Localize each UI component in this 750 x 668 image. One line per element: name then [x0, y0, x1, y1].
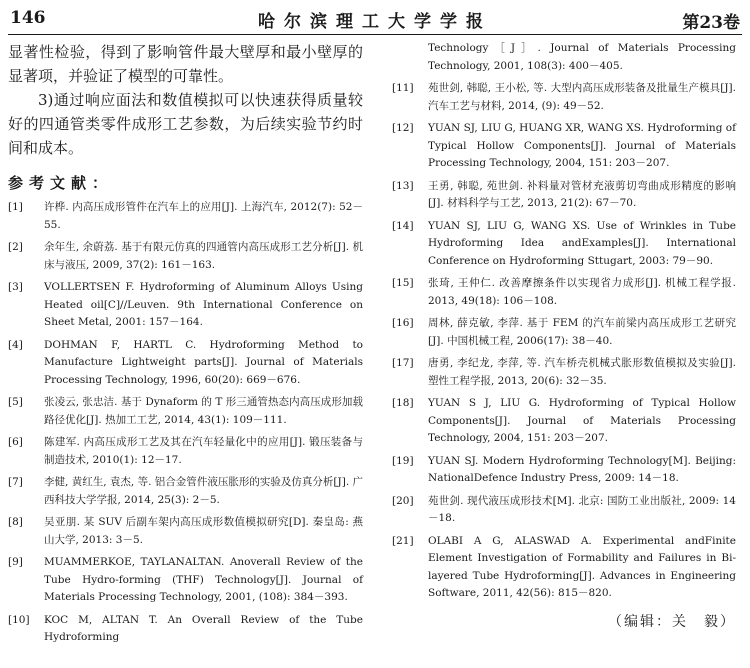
page-number: 146: [10, 8, 46, 28]
reference-item: [8] 吴亚朋. 某 SUV 后副车架内高压成形数值模拟研究[D]. 秦皇岛: 燕山大学, 2013: 3－5.: [8, 516, 363, 546]
reference-item: [4] DOHMAN F, HARTL C. Hydroforming Method to Manufacture Lightweight parts[J]. Journal of Materials Processing Technology, 1996, 60(20): 669－676.: [8, 338, 363, 386]
volume-label: 第23卷: [682, 13, 740, 33]
reference-item: [12] YUAN SJ, LIU G, HUANG XR, WANG XS. Hydroforming of Typical Hollow Components[J]. Journal of Materials Processing Technology, 2004, 151: 203－207.: [392, 122, 736, 169]
journal-title: 哈尔滨理工大学学报: [258, 12, 492, 32]
right-column: [392, 40, 736, 631]
reference-item: [9] MUAMMERKOE, TAYLANALTAN. Anoverall Review of the Tube Hydro-forming (THF) Technology[J]. Journal of Materials Processing Technology, 2001, (108): 384－393.: [8, 556, 363, 603]
reference-item: [10] KOC M, ALTAN T. An Overall Review of the Tube Hydroforming: [8, 613, 363, 643]
conclusion-paragraph-1: 显著性检验，得到了影响管件最大壁厚和最小壁厚的显著项，并验证了模型的可靠性。: [8, 43, 363, 85]
reference-item: [16] 周林, 薛克敏, 李萍. 基于 FEM 的汽车前梁内高压成形工艺研究[J]. 中国机械工程, 2006(17): 38－40.: [392, 317, 736, 347]
reference-item: [17] 唐勇, 李纪龙, 李萍, 等. 汽车桥壳机械式胀形数值模拟及实验[J]. 塑性工程学报, 2013, 20(6): 32－35.: [392, 357, 736, 387]
conclusion-paragraph-2: 3)通过响应面法和数值模拟可以快速获得质量较好的四通管类零件成形工艺参数，为后续实验节约时间和成本。: [8, 91, 363, 157]
page-header: [8, 0, 742, 35]
reference-item: [15] 张琦, 王仲仁. 改善摩擦条件以实现省力成形[J]. 机械工程学报. 2013, 49(18): 106－108.: [392, 277, 736, 307]
left-column: [8, 40, 363, 652]
reference-item: [20] 苑世剑. 现代液压成形技术[M]. 北京: 国防工业出版社, 2009: 14－18.: [392, 494, 736, 524]
reference-continuation: Technology［J］. Journal of Materials Processing Technology, 2001, 108(3): 400－405.: [428, 42, 736, 72]
references-heading: 参考文献：: [8, 174, 114, 192]
reference-item: [7] 李健, 黄红生, 袁杰, 等. 铝合金管件液压胀形的实验及仿真分析[J]. 广西科技大学学报, 2014, 25(3): 2－5.: [8, 476, 363, 506]
reference-item: [5] 张凌云, 张忠洁. 基于 Dynaform 的 T 形三通管热态内高压成形加载路径优化[J]. 热加工工艺, 2014, 43(1): 109－111.: [8, 396, 363, 426]
reference-item: [11] 苑世剑, 韩聪, 王小松, 等. 大型内高压成形装备及批量生产模具[J]. 汽车工艺与材料, 2014, (9): 49－52.: [392, 82, 736, 112]
editor-credit: （编辑：关 毅）: [608, 613, 736, 630]
reference-item: [13] 王勇, 韩聪, 苑世剑. 补料量对管材充液剪切弯曲成形精度的影响[J]. 材料科学与工艺, 2013, 21(2): 67－70.: [392, 179, 736, 209]
reference-item: [21] OLABI A G, ALASWAD A. Experimental andFinite Element Investigation of Formability and Failures in Bi-layered Tube Hydroforming[J]. Advances in Engineering Software, 2011, 42(56): 815－820.: [392, 534, 736, 599]
reference-item: [19] YUAN SJ. Modern Hydroforming Technology[M]. Beijing: NationalDefence Industry Press, 2009: 14－18.: [392, 454, 736, 484]
reference-item: [14] YUAN SJ, LIU G, WANG XS. Use of Wrinkles in Tube Hydroforming Idea andExamples[J]. International Conference on Hydroforming Sttugart, 2003: 79－90.: [392, 219, 736, 267]
reference-item: [18] YUAN S J, LIU G. Hydroforming of Typical Hollow Components[J]. Journal of Materials Processing Technology, 2004, 151: 203－207.: [392, 397, 736, 444]
reference-item: [6] 陈建军. 内高压成形工艺及其在汽车轻量化中的应用[J]. 锻压装备与制造技术, 2010(1): 12－17.: [8, 436, 363, 466]
reference-item: [1] 许桦. 内高压成形管件在汽车上的应用[J]. 上海汽车, 2012(7): 52－55.: [8, 201, 363, 231]
reference-item: [3] VOLLERTSEN F. Hydroforming of Aluminum Alloys Using Heated oil[C]//Leuven. 9th International Conference on Sheet Metal, 2001: 157－164.: [8, 281, 363, 328]
reference-item: [2] 余年生, 余蔚荔. 基于有限元仿真的四通管内高压成形工艺分析[J]. 机床与液压, 2009, 37(2): 161－163.: [8, 241, 363, 271]
